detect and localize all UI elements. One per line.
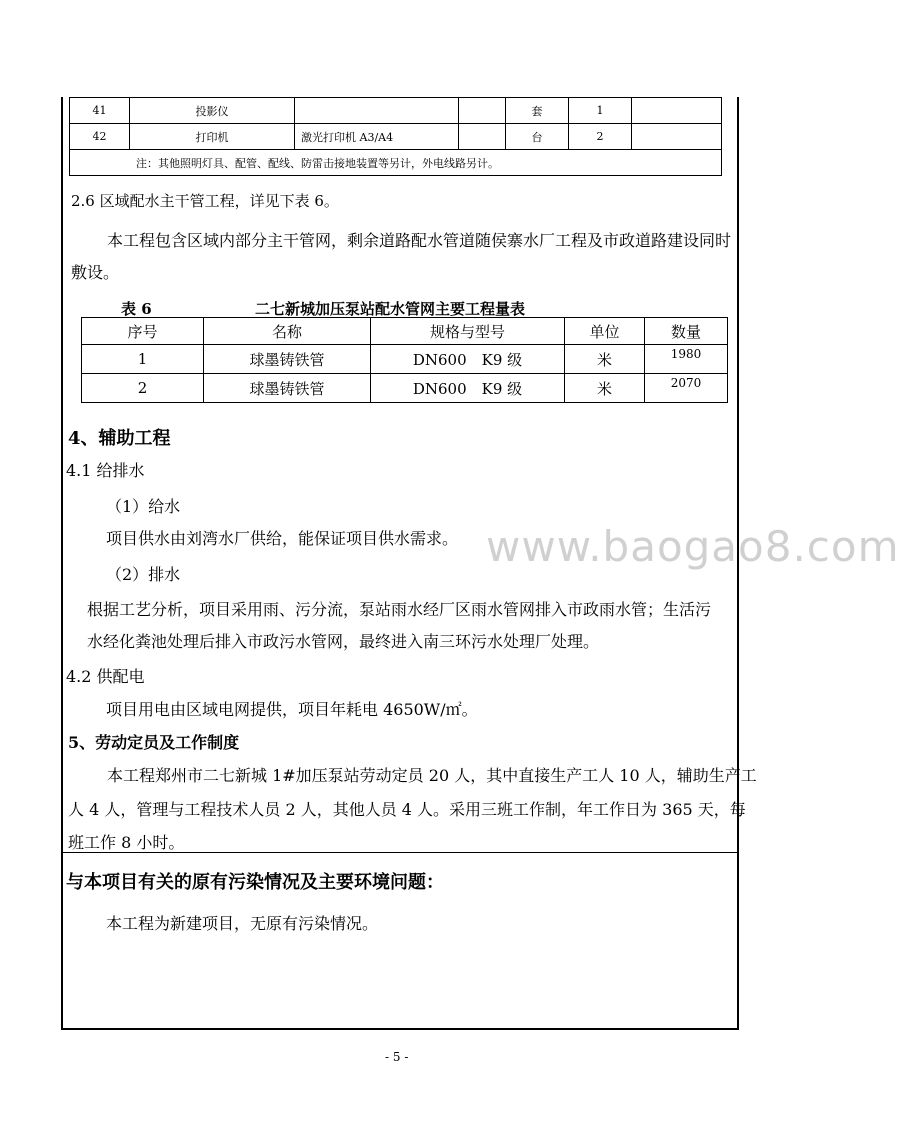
table6-header-row xyxy=(82,318,728,345)
drainage-text-line: 根据工艺分析，项目采用雨、污分流，泵站雨水经厂区雨水管网排入市政雨水管；生活污 xyxy=(87,600,712,619)
row-unit: 套 xyxy=(506,98,569,124)
row-remark xyxy=(632,98,722,124)
labor-text-line: 人 4 人，管理与工程技术人员 2 人，其他人员 4 人。采用三班工作制，年工作日为 365 天，每 xyxy=(68,800,746,819)
row-name: 球墨铸铁管 xyxy=(204,374,371,403)
pollution-text: 本工程为新建项目，无原有污染情况。 xyxy=(106,914,379,933)
section-4-1-heading: 4.1 给排水 xyxy=(66,461,145,480)
table-row xyxy=(70,98,722,124)
table-row xyxy=(70,124,722,150)
section-5-title: 5、劳动定员及工作制度 xyxy=(68,733,240,752)
row-remark xyxy=(632,124,722,150)
paragraph-line: 敷设。 xyxy=(71,263,120,282)
equipment-table xyxy=(69,97,722,176)
header-cell: 单位 xyxy=(565,318,645,345)
watermark: www.baogao8.com xyxy=(486,522,900,571)
row-qty: 2 xyxy=(569,124,632,150)
row-no: 1 xyxy=(82,345,204,374)
labor-text-line: 班工作 8 小时。 xyxy=(68,833,185,852)
section-4-2-heading: 4.2 供配电 xyxy=(66,667,145,686)
table-row xyxy=(82,374,728,403)
pollution-section-title: 与本项目有关的原有污染情况及主要环境问题： xyxy=(66,872,444,893)
page-number: - 5 - xyxy=(385,1050,409,1064)
row-spec: 激光打印机 A3/A4 xyxy=(295,124,459,150)
row-no: 2 xyxy=(82,374,204,403)
header-cell: 序号 xyxy=(82,318,204,345)
row-spec: DN600 K9 级 xyxy=(371,374,565,403)
row-unit: 米 xyxy=(565,374,645,403)
header-cell: 名称 xyxy=(204,318,371,345)
drainage-text-line: 水经化粪池处理后排入市政污水管网，最终进入南三环污水处理厂处理。 xyxy=(87,632,600,651)
labor-text-line: 本工程郑州市二七新城 1#加压泵站劳动定员 20 人，其中直接生产工人 10 人，辅助生产工 xyxy=(107,766,757,785)
row-name: 投影仪 xyxy=(130,98,295,124)
row-qty: 2070 xyxy=(645,374,728,403)
table-note-row xyxy=(70,150,722,176)
section-2-6-heading: 2.6 区域配水主干管工程，详见下表 6。 xyxy=(71,192,339,210)
table6 xyxy=(81,317,728,403)
row-no: 42 xyxy=(70,124,130,150)
table-row xyxy=(82,345,728,374)
row-unit: 米 xyxy=(565,345,645,374)
row-qty: 1980 xyxy=(645,345,728,374)
row-empty xyxy=(459,98,506,124)
table6-title: 二七新城加压泵站配水管网主要工程量表 xyxy=(255,300,526,318)
row-no: 41 xyxy=(70,98,130,124)
water-supply-heading: （1）给水 xyxy=(106,497,181,516)
header-cell: 规格与型号 xyxy=(371,318,565,345)
row-spec xyxy=(295,98,459,124)
row-empty xyxy=(459,124,506,150)
header-cell: 数量 xyxy=(645,318,728,345)
water-supply-text: 项目供水由刘湾水厂供给，能保证项目供水需求。 xyxy=(106,529,459,548)
table6-label: 表 6 xyxy=(121,300,152,318)
paragraph-line: 本工程包含区域内部分主干管网，剩余道路配水管道随侯寨水厂工程及市政道路建设同时 xyxy=(107,231,732,250)
drainage-heading: （2）排水 xyxy=(106,565,181,584)
row-unit: 台 xyxy=(506,124,569,150)
table-note: 注：其他照明灯具、配管、配线、防雷击接地装置等另计，外电线路另计。 xyxy=(70,150,722,176)
power-text: 项目用电由区域电网提供，项目年耗电 4650W/㎡。 xyxy=(106,700,478,719)
row-qty: 1 xyxy=(569,98,632,124)
row-spec: DN600 K9 级 xyxy=(371,345,565,374)
section-4-title: 4、辅助工程 xyxy=(68,428,171,449)
row-name: 打印机 xyxy=(130,124,295,150)
row-name: 球墨铸铁管 xyxy=(204,345,371,374)
